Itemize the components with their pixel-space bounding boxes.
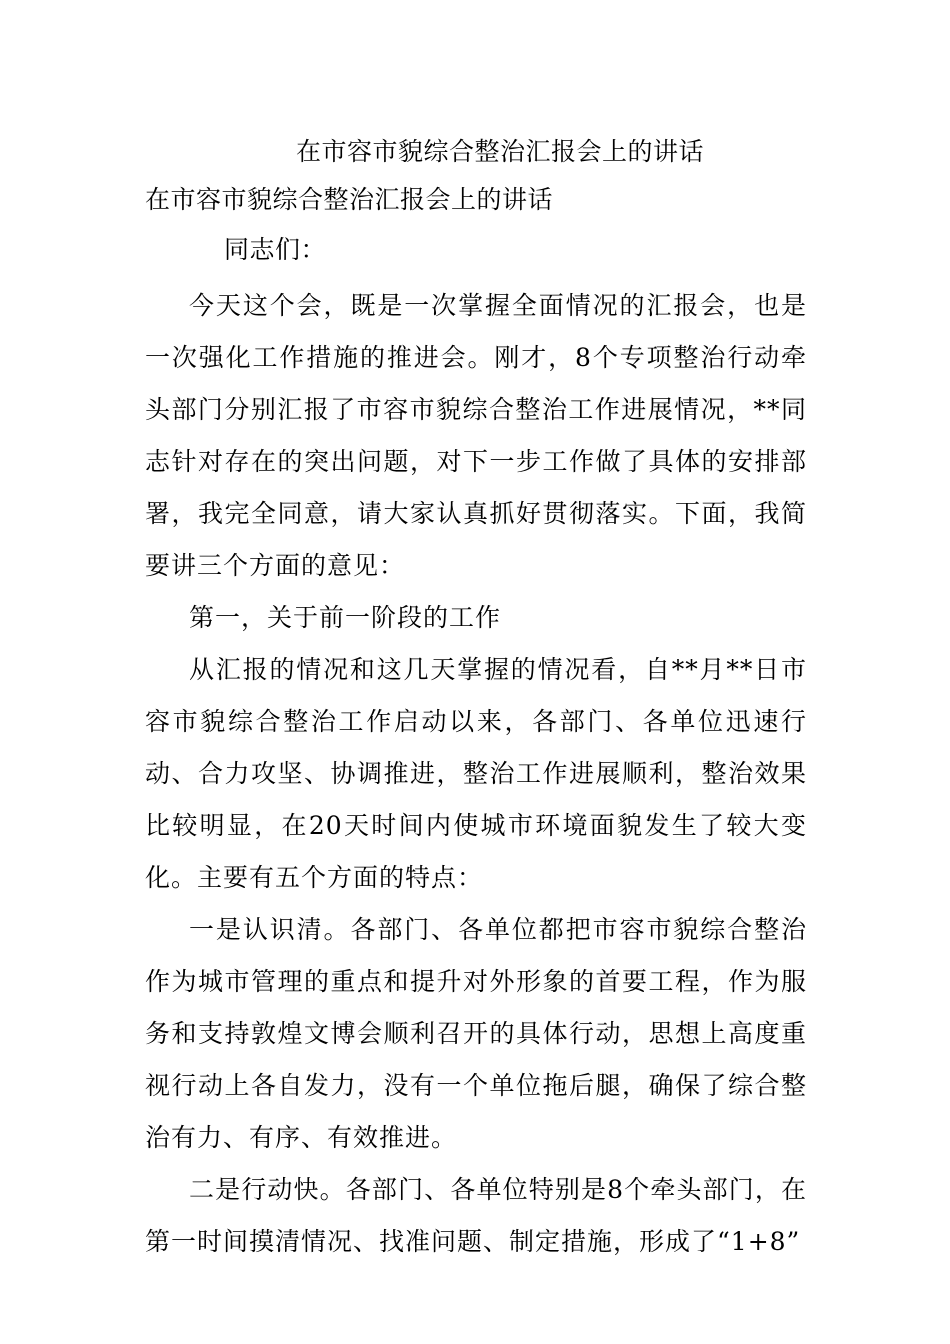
salutation: 同志们：	[224, 235, 327, 264]
document-subtitle: 在市容市貌综合整治汇报会上的讲话	[145, 185, 554, 214]
paragraph-summary: 从汇报的情况和这几天掌握的情况看，自**月**日市容市貌综合整治工作启动以来，各部门、各单位迅速行动、合力攻坚、协调推进，整治工作进展顺利，整治效果比较明显，在20天时间内使城市环境面貌发生了较大变化。主要有五个方面的特点：	[145, 655, 807, 892]
paragraph-point-two: 二是行动快。各部门、各单位特别是8个牵头部门，在第一时间摸清情况、找准问题、制定措施，形成了“1+8”	[145, 1175, 807, 1256]
paragraph-intro: 今天这个会，既是一次掌握全面情况的汇报会，也是一次强化工作措施的推进会。刚才，8个专项整治行动牵头部门分别汇报了市容市貌综合整治工作进展情况，**同志针对存在的突出问题，对下一步工作做了具体的安排部署，我完全同意，请大家认真抓好贯彻落实。下面，我简要讲三个方面的意见：	[145, 291, 807, 580]
document-title: 在市容市貌综合整治汇报会上的讲话	[295, 137, 704, 166]
paragraph-point-one: 一是认识清。各部门、各单位都把市容市貌综合整治作为城市管理的重点和提升对外形象的首要工程，作为服务和支持敦煌文博会顺利召开的具体行动，思想上高度重视行动上各自发力，没有一个单位拖后腿，确保了综合整治有力、有序、有效推进。	[145, 915, 807, 1152]
section-heading-first: 第一，关于前一阶段的工作	[189, 603, 502, 632]
document-body	[145, 280, 807, 1268]
